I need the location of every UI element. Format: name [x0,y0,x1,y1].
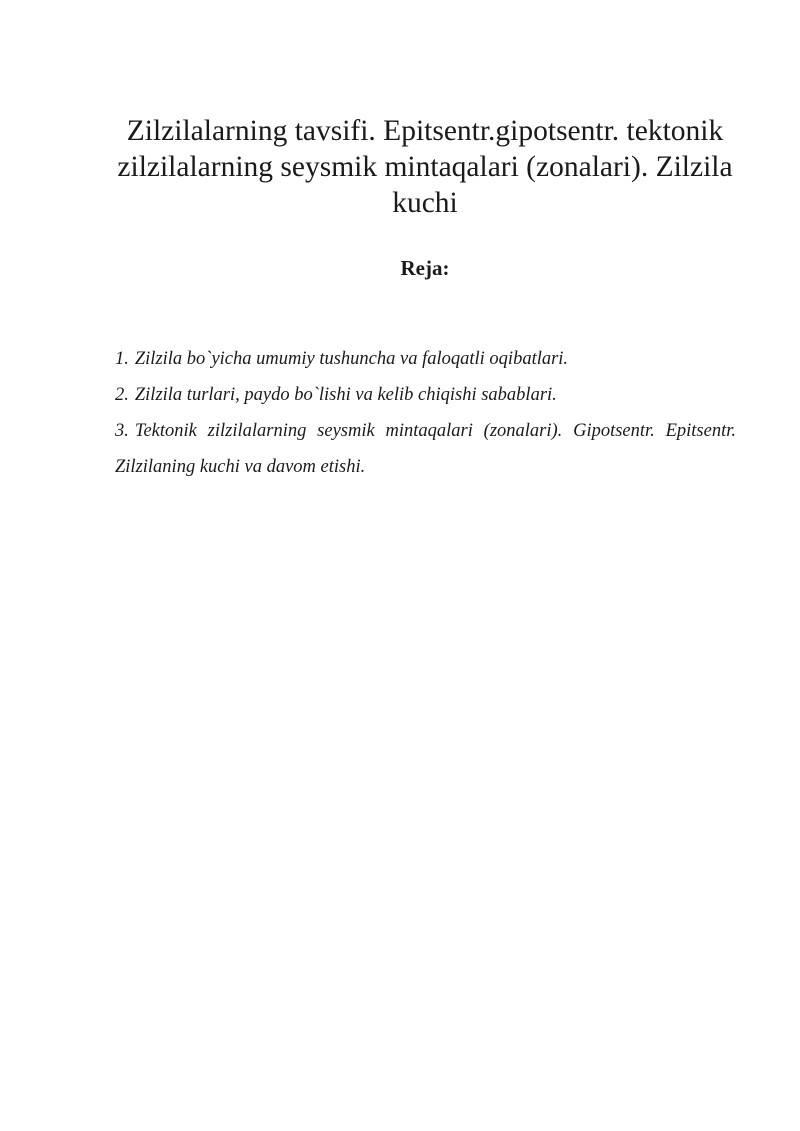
plan-item-text: Tektonik zilzilalarning seysmik mintaqalari (zonalari). Gipotsentr. Epitsentr. Zilzilaning kuchi va davom etishi. [115,421,736,477]
plan-list [115,341,736,485]
plan-item-text: Zilzila turlari, paydo bo`lishi va kelib chiqishi sabablari. [134,385,557,405]
plan-item [115,377,736,413]
plan-item-number: 2. [115,385,129,405]
plan-item-number: 3. [115,421,129,441]
plan-heading: Reja: [400,256,450,280]
plan-item [115,413,736,485]
document-title: Zilzilalarning tavsifi. Epitsentr.gipotsentr. tektonik zilzilalarning seysmik mintaqalari (zonalari). Zilzila kuchi [117,115,733,219]
plan-item-text: Zilzila bo`yicha umumiy tushuncha va faloqatli oqibatlari. [134,349,569,369]
plan-item-number: 1. [115,349,129,369]
plan-item [115,341,736,377]
